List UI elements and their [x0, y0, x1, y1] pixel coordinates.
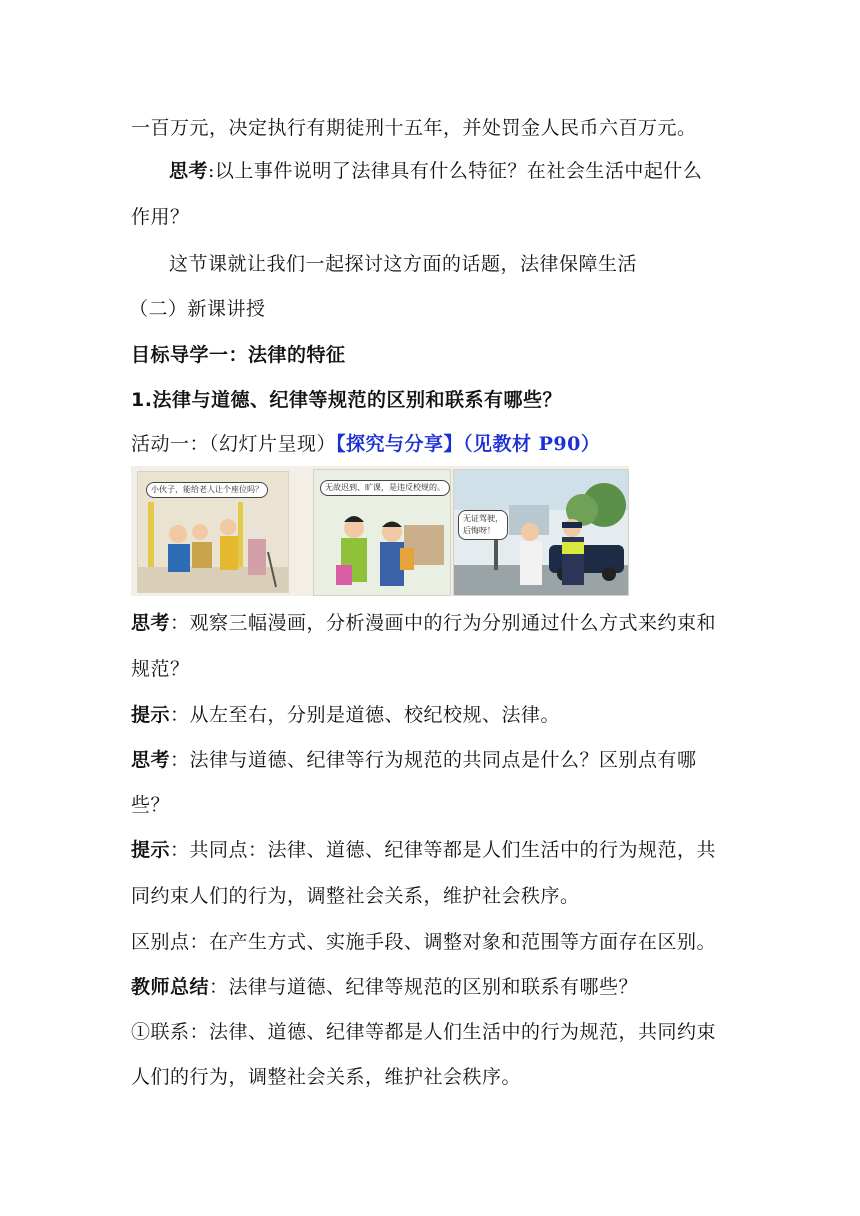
activity-highlight: 【探究与分享】（见教材 P90） — [336, 433, 601, 455]
paragraph-line: 人们的行为，调整社会关系，维护社会秩序。 — [131, 1066, 522, 1088]
think-label: 思考 — [131, 612, 171, 634]
think-text: :以上事件说明了法律具有什么特征？在社会生活中起什么 — [208, 160, 703, 182]
teacher-summary — [131, 974, 638, 1000]
summary-label: 教师总结 — [131, 976, 210, 998]
activity-prefix: 活动一：（幻灯片呈现） — [131, 433, 337, 455]
paragraph-line: 同约束人们的行为，调整社会关系，维护社会秩序。 — [131, 885, 580, 907]
hint-label: 提示 — [131, 704, 171, 726]
cartoon-strip — [131, 466, 629, 596]
paragraph-line: 区别点：在产生方式、实施手段、调整对象和范围等方面存在区别。 — [131, 931, 717, 953]
speech-bubble — [458, 510, 508, 540]
think-label: 思考 — [169, 160, 209, 182]
bubble-line: 无证驾驶， — [463, 514, 503, 523]
hint-text: ：从左至右，分别是道德、校纪校规、法律。 — [170, 704, 561, 726]
think-prompt-3 — [131, 747, 697, 773]
think-text: ：法律与道德、纪律等行为规范的共同点是什么？区别点有哪 — [170, 749, 697, 771]
cartoon-law — [453, 469, 629, 596]
paragraph-line: 些？ — [131, 794, 171, 816]
think-text: ：观察三幅漫画，分析漫画中的行为分别通过什么方式来约束和 — [170, 612, 717, 634]
question-heading: 1.法律与道德、纪律等规范的区别和联系有哪些？ — [131, 389, 562, 411]
bubble-line: 后悔呀！ — [463, 526, 495, 535]
speech-bubble: 无故迟到、旷课，是违反校规的。 — [320, 480, 450, 496]
speech-bubble: 小伙子，能给老人让个座位吗？ — [146, 482, 268, 498]
think-prompt-1 — [169, 158, 702, 184]
paragraph-line: ①联系：法律、道德、纪律等都是人们生活中的行为规范，共同约束 — [131, 1021, 717, 1043]
paragraph-line: 这节课就让我们一起探讨这方面的话题，法律保障生活 — [169, 253, 638, 275]
hint-1 — [131, 702, 560, 728]
think-prompt-2 — [131, 610, 716, 636]
cartoon-school-rules — [313, 469, 451, 596]
activity-line — [131, 431, 600, 457]
paragraph-line: 一百万元，决定执行有期徒刑十五年，并处罚金人民币六百万元。 — [131, 117, 697, 139]
summary-text: ：法律与道德、纪律等规范的区别和联系有哪些？ — [209, 976, 639, 998]
hint-text: ：共同点：法律、道德、纪律等都是人们生活中的行为规范，共 — [170, 839, 717, 861]
hint-2 — [131, 837, 716, 863]
goal-heading: 目标导学一：法律的特征 — [131, 344, 346, 366]
paragraph-line: 作用？ — [131, 206, 190, 228]
paragraph-line: 规范？ — [131, 658, 190, 680]
section-heading: （二）新课讲授 — [129, 298, 266, 320]
think-label: 思考 — [131, 749, 171, 771]
hint-label: 提示 — [131, 839, 171, 861]
cartoon-morality — [137, 471, 289, 593]
